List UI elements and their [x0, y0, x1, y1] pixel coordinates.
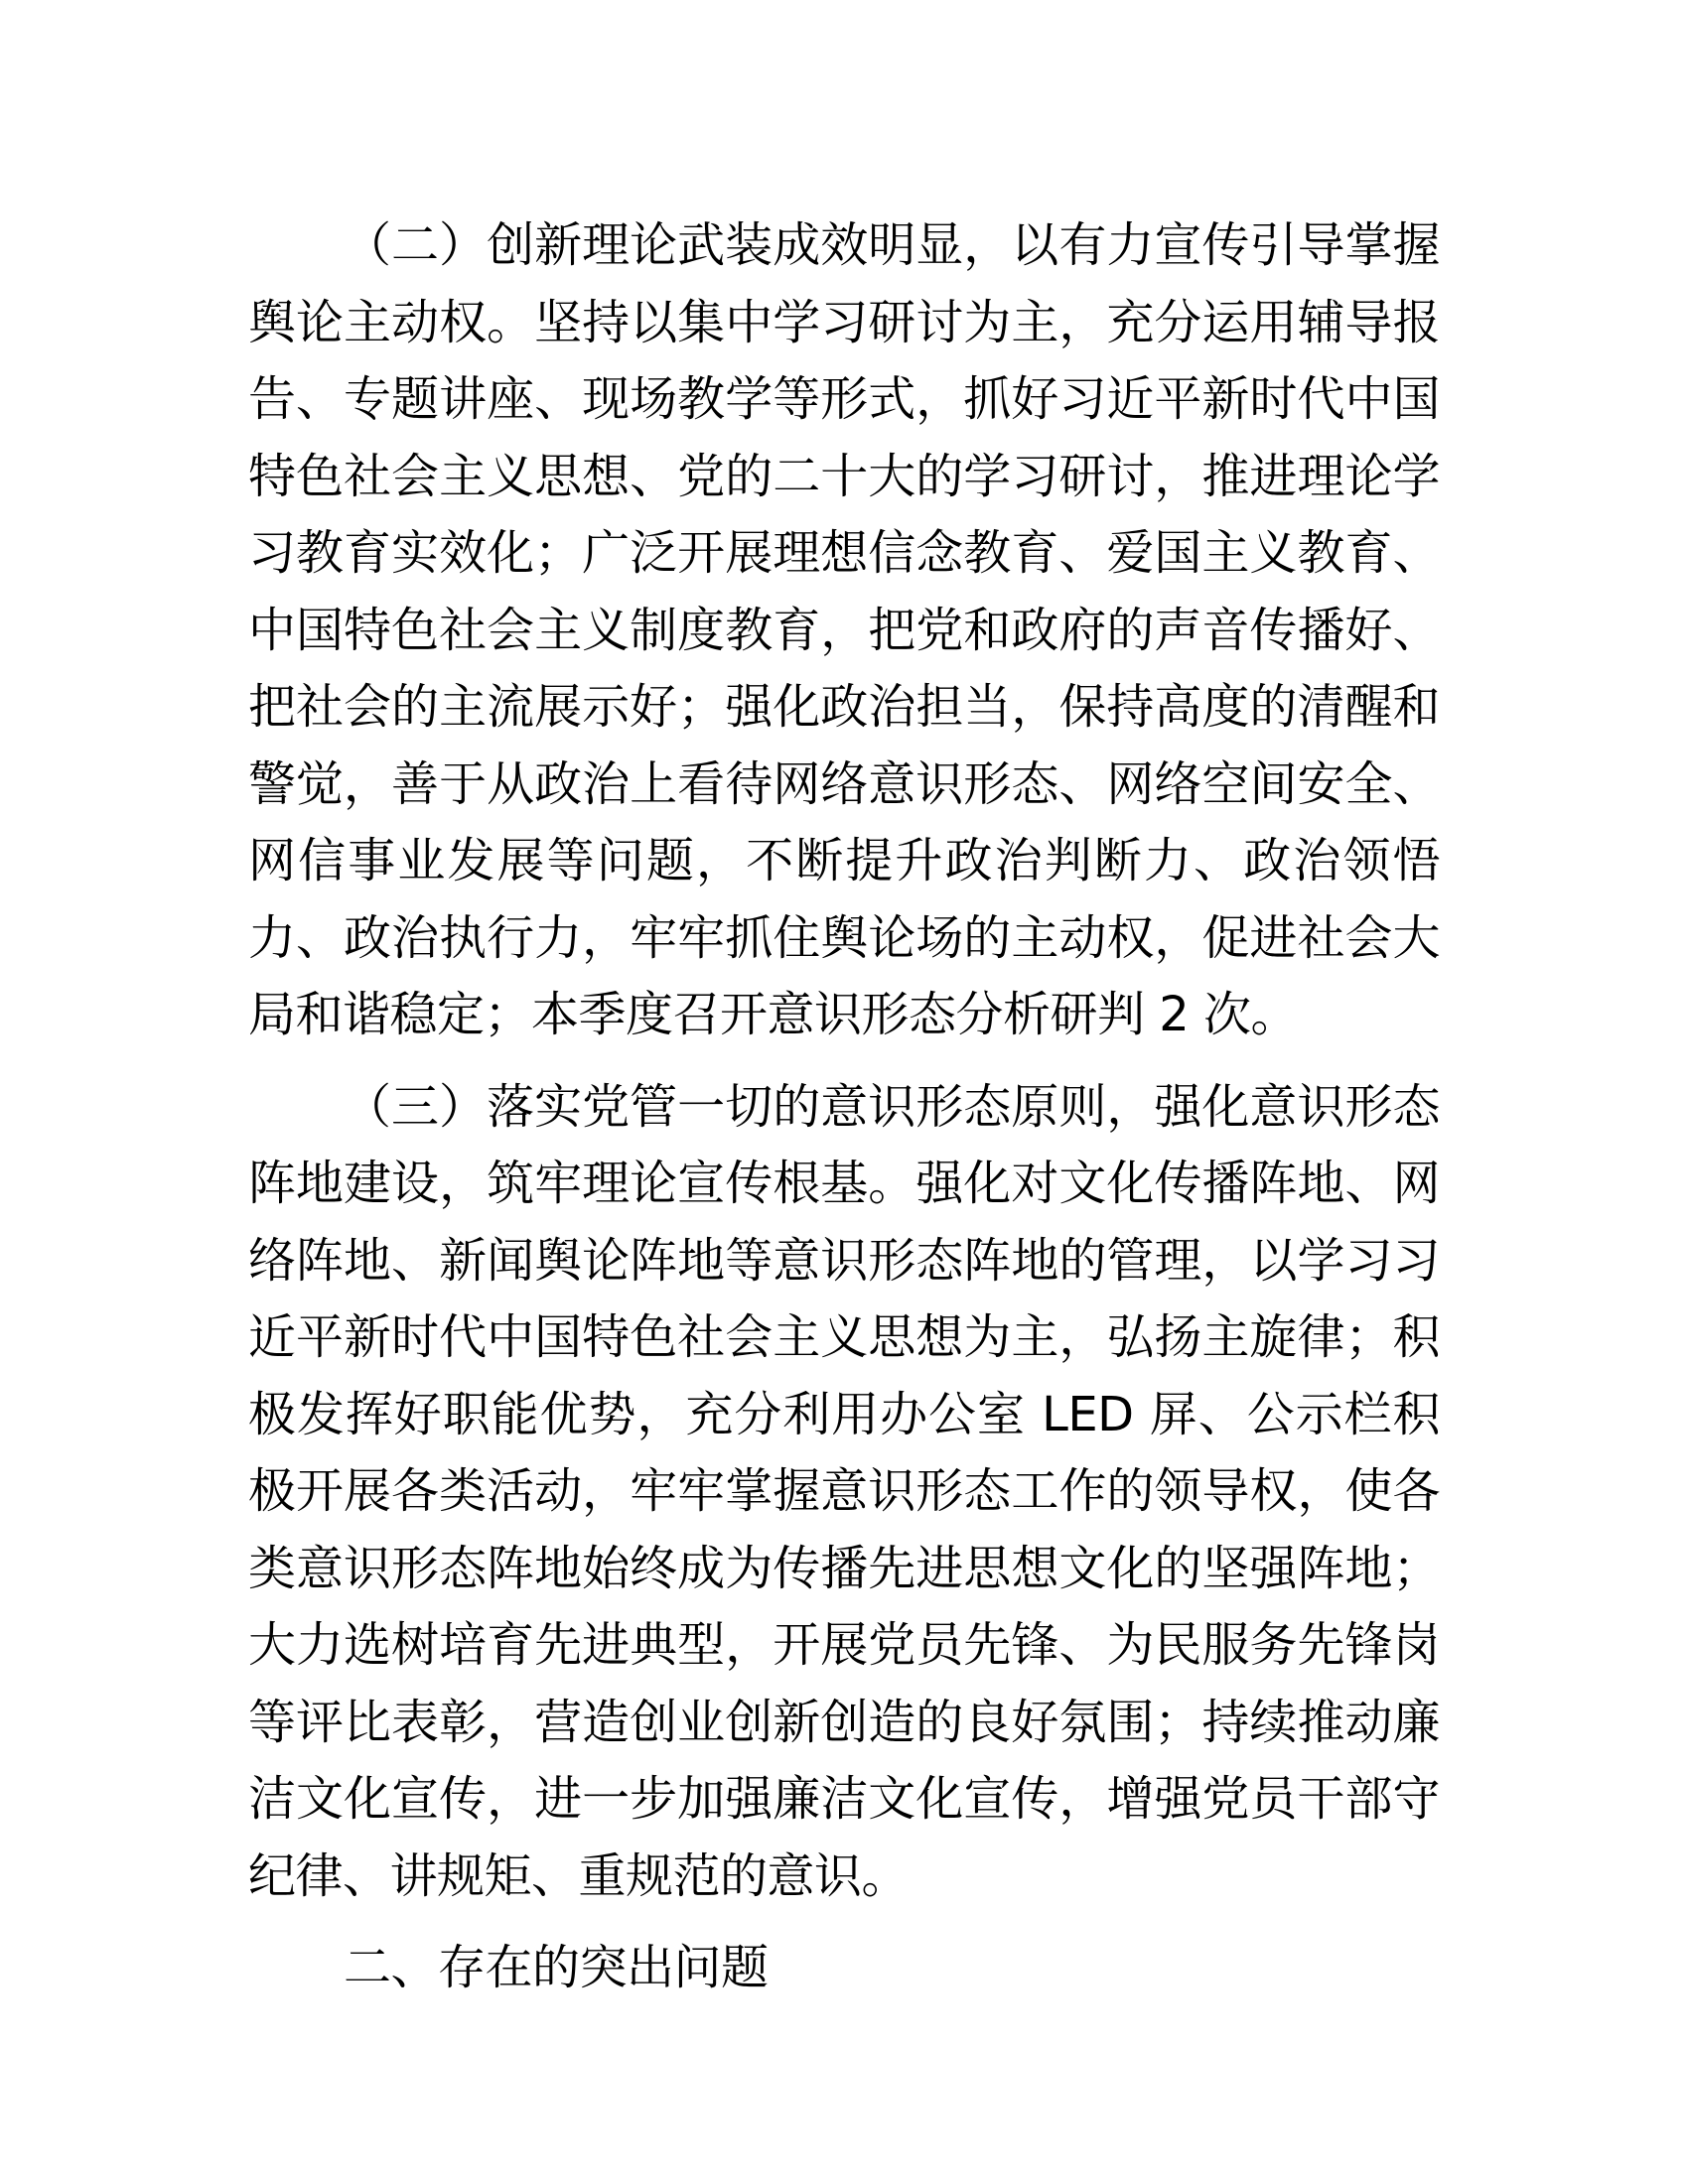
- paragraph-2: （二）创新理论武装成效明显，以有力宣传引导掌握舆论主动权。坚持以集中学习研讨为主，充分运用辅导报告、专题讲座、现场教学等形式，抓好习近平新时代中国特色社会主义思想、党的二十大的学习研讨，推进理论学习教育实效化；广泛开展理想信念教育、爱国主义教育、中国特色社会主义制度教育，把党和政府的声音传播好、把社会的主流展示好；强化政治担当，保持高度的清醒和警觉，善于从政治上看待网络意识形态、网络空间安全、网信事业发展等问题，不断提升政治判断力、政治领悟力、政治执行力，牢牢抓住舆论场的主动权，促进社会大局和谐稳定；本季度召开意识形态分析研判 2 次。: [248, 217, 1440, 1042]
- paragraph-3: （三）落实党管一切的意识形态原则，强化意识形态阵地建设，筑牢理论宣传根基。强化对文化传播阵地、网络阵地、新闻舆论阵地等意识形态阵地的管理，以学习习近平新时代中国特色社会主义思想为主，弘扬主旋律；积极发挥好职能优势，充分利用办公室 LED 屏、公示栏积极开展各类活动，牢牢掌握意识形态工作的领导权，使各类意识形态阵地始终成为传播先进思想文化的坚强阵地；大力选树培育先进典型，开展党员先锋、为民服务先锋岗等评比表彰，营造创业创新创造的良好氛围；持续推动廉洁文化宣传，进一步加强廉洁文化宣传，增强党员干部守纪律、讲规矩、重规范的意识。: [248, 1078, 1440, 1904]
- section-heading: 二、存在的突出问题: [344, 1940, 769, 1995]
- document-body: [248, 207, 1440, 2007]
